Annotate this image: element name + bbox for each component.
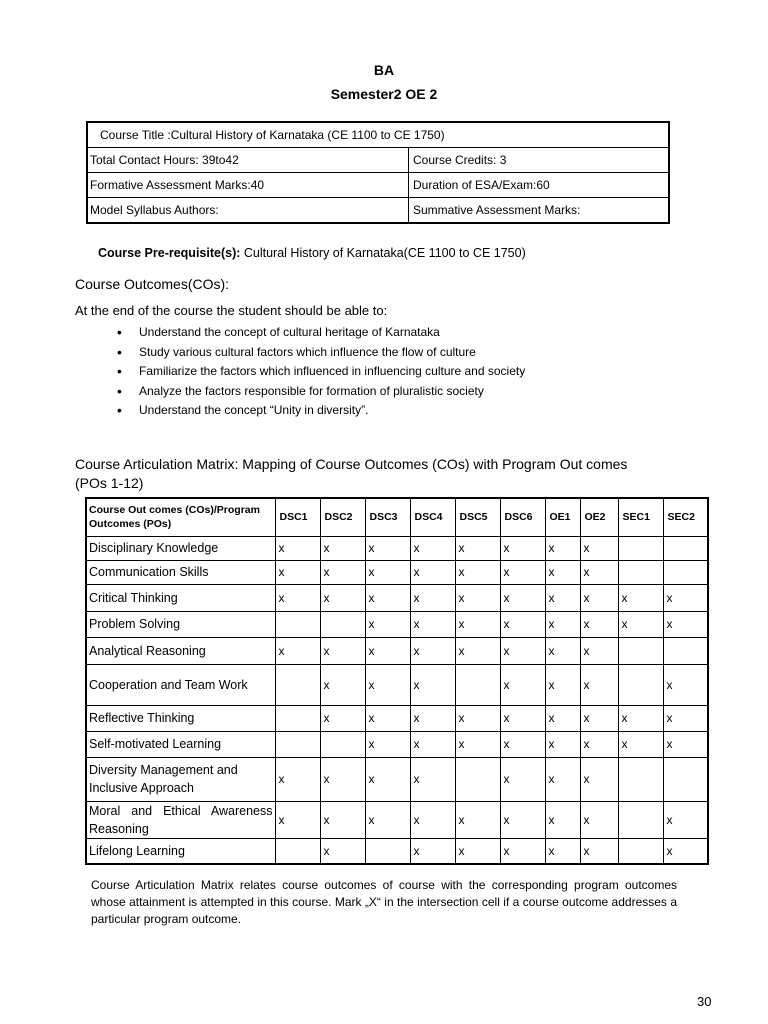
matrix-cell (320, 611, 365, 637)
matrix-cell: x (545, 611, 580, 637)
matrix-cell: x (663, 584, 708, 611)
list-item: • Familiarize the factors which influenced in influencing culture and society (75, 362, 525, 382)
column-header-dsc1: DSC1 (275, 498, 320, 536)
matrix-cell: x (365, 611, 410, 637)
matrix-cell: x (500, 536, 545, 560)
matrix-cell: x (455, 611, 500, 637)
matrix-cell: x (663, 705, 708, 731)
matrix-cell: x (580, 731, 618, 757)
matrix-cell: x (580, 536, 618, 560)
credits-cell: Course Credits: 3 (409, 148, 670, 173)
matrix-cell: x (455, 731, 500, 757)
matrix-cell: x (320, 584, 365, 611)
matrix-cell: x (365, 801, 410, 838)
outcomes-list (75, 323, 525, 421)
matrix-cell: x (410, 838, 455, 864)
summative-marks-cell: Summative Assessment Marks: (409, 198, 670, 224)
matrix-cell: x (455, 637, 500, 664)
matrix-cell: x (545, 838, 580, 864)
table-row (86, 801, 708, 838)
matrix-cell: x (410, 664, 455, 705)
matrix-heading-line2: (POs 1-12) (75, 475, 144, 491)
matrix-cell: x (618, 731, 663, 757)
matrix-cell (618, 536, 663, 560)
list-item: • Study various cultural factors which influence the flow of culture (75, 343, 525, 363)
matrix-cell: x (545, 664, 580, 705)
column-header-dsc5: DSC5 (455, 498, 500, 536)
matrix-cell: x (320, 637, 365, 664)
row-label: Moral and Ethical Awareness Reasoning (86, 801, 275, 838)
matrix-cell (455, 757, 500, 801)
table-row (86, 838, 708, 864)
matrix-cell: x (410, 560, 455, 584)
matrix-cell: x (545, 801, 580, 838)
matrix-cell (275, 838, 320, 864)
table-row (86, 611, 708, 637)
table-row (86, 560, 708, 584)
table-row (86, 584, 708, 611)
matrix-cell: x (365, 637, 410, 664)
matrix-cell: x (455, 536, 500, 560)
document-title: BA (373, 62, 395, 78)
prerequisite-label: Course Pre-requisite(s): (98, 246, 241, 260)
matrix-cell: x (580, 705, 618, 731)
row-label: Problem Solving (86, 611, 275, 637)
matrix-cell: x (365, 536, 410, 560)
matrix-cell: x (580, 584, 618, 611)
matrix-cell (618, 637, 663, 664)
matrix-cell: x (618, 611, 663, 637)
matrix-cell: x (663, 664, 708, 705)
matrix-cell: x (663, 611, 708, 637)
authors-cell: Model Syllabus Authors: (87, 198, 409, 224)
matrix-cell: x (365, 731, 410, 757)
matrix-cell (320, 731, 365, 757)
matrix-cell (365, 838, 410, 864)
column-header-dsc3: DSC3 (365, 498, 410, 536)
matrix-note: Course Articulation Matrix relates course outcomes of course with the corresponding program outcomes whose attainment is attempted in this course. Mark „X“ in the intersection cell if a course outcome addresses a particular program outcome. (91, 878, 677, 926)
matrix-cell (663, 560, 708, 584)
matrix-cell: x (410, 637, 455, 664)
matrix-cell: x (580, 637, 618, 664)
matrix-heading (75, 456, 627, 491)
matrix-cell: x (365, 584, 410, 611)
matrix-cell: x (545, 584, 580, 611)
matrix-cell: x (320, 664, 365, 705)
matrix-cell: x (365, 560, 410, 584)
matrix-cell: x (545, 536, 580, 560)
row-label: Self-motivated Learning (86, 731, 275, 757)
matrix-cell: x (275, 637, 320, 664)
matrix-cell (618, 560, 663, 584)
matrix-cell: x (500, 838, 545, 864)
matrix-cell: x (580, 838, 618, 864)
matrix-cell: x (320, 705, 365, 731)
matrix-cell: x (410, 536, 455, 560)
outcomes-intro: At the end of the course the student should be able to: (75, 303, 388, 318)
column-header-dsc4: DSC4 (410, 498, 455, 536)
column-header-oe1: OE1 (545, 498, 580, 536)
matrix-cell: x (410, 801, 455, 838)
matrix-cell: x (500, 757, 545, 801)
column-header-dsc6: DSC6 (500, 498, 545, 536)
matrix-cell (663, 757, 708, 801)
list-item: • Analyze the factors responsible for formation of pluralistic society (75, 382, 525, 402)
matrix-cell: x (365, 757, 410, 801)
matrix-cell: x (275, 584, 320, 611)
matrix-cell: x (500, 637, 545, 664)
column-header-oe2: OE2 (580, 498, 618, 536)
matrix-cell: x (500, 560, 545, 584)
matrix-cell: x (545, 757, 580, 801)
matrix-cell: x (455, 584, 500, 611)
table-row (86, 705, 708, 731)
course-info-table (86, 121, 670, 224)
matrix-cell: x (663, 731, 708, 757)
matrix-cell (275, 611, 320, 637)
matrix-cell: x (500, 705, 545, 731)
table-row (86, 664, 708, 705)
matrix-cell: x (545, 560, 580, 584)
matrix-cell: x (663, 801, 708, 838)
matrix-heading-line1: Course Articulation Matrix: Mapping of Course Outcomes (COs) with Program Out comes (75, 456, 628, 472)
list-item: • Understand the concept of cultural heritage of Karnataka (75, 323, 525, 343)
matrix-cell: x (320, 757, 365, 801)
matrix-cell: x (580, 611, 618, 637)
matrix-cell (275, 705, 320, 731)
matrix-cell: x (365, 664, 410, 705)
matrix-cell: x (500, 731, 545, 757)
row-label: Communication Skills (86, 560, 275, 584)
table-row (86, 536, 708, 560)
matrix-cell: x (365, 705, 410, 731)
matrix-cell: x (275, 757, 320, 801)
table-row (86, 731, 708, 757)
matrix-cell: x (455, 705, 500, 731)
course-title-cell: Course Title :Cultural History of Karnataka (CE 1100 to CE 1750) (87, 122, 669, 148)
matrix-cell: x (618, 705, 663, 731)
matrix-cell: x (410, 757, 455, 801)
matrix-cell (618, 664, 663, 705)
matrix-cell: x (455, 801, 500, 838)
matrix-cell: x (500, 664, 545, 705)
prerequisite-value: Cultural History of Karnataka(CE 1100 to CE 1750) (240, 246, 526, 260)
matrix-cell: x (545, 637, 580, 664)
matrix-cell: x (545, 705, 580, 731)
row-label: Diversity Management and Inclusive Approach (86, 757, 275, 801)
matrix-cell: x (410, 731, 455, 757)
matrix-cell: x (580, 757, 618, 801)
articulation-matrix (85, 497, 709, 865)
matrix-cell: x (275, 536, 320, 560)
matrix-cell: x (410, 611, 455, 637)
row-label: Critical Thinking (86, 584, 275, 611)
matrix-cell: x (580, 801, 618, 838)
table-row (86, 637, 708, 664)
row-label: Reflective Thinking (86, 705, 275, 731)
matrix-cell: x (663, 838, 708, 864)
matrix-cell (663, 637, 708, 664)
table-row (86, 757, 708, 801)
matrix-cell: x (410, 584, 455, 611)
matrix-cell: x (500, 801, 545, 838)
matrix-cell: x (275, 801, 320, 838)
matrix-cell: x (320, 801, 365, 838)
matrix-cell (275, 664, 320, 705)
column-header-dsc2: DSC2 (320, 498, 365, 536)
matrix-cell: x (500, 584, 545, 611)
matrix-cell: x (455, 560, 500, 584)
row-label: Analytical Reasoning (86, 637, 275, 664)
matrix-cell: x (455, 838, 500, 864)
matrix-cell: x (320, 536, 365, 560)
duration-cell: Duration of ESA/Exam:60 (409, 173, 670, 198)
row-label: Lifelong Learning (86, 838, 275, 864)
matrix-cell: x (500, 611, 545, 637)
outcomes-heading: Course Outcomes(COs): (75, 276, 230, 292)
column-header-sec2: SEC2 (663, 498, 708, 536)
matrix-cell: x (410, 705, 455, 731)
matrix-cell (663, 536, 708, 560)
column-header-sec1: SEC1 (618, 498, 663, 536)
matrix-cell (618, 801, 663, 838)
formative-marks-cell: Formative Assessment Marks:40 (87, 173, 409, 198)
matrix-cell: x (320, 560, 365, 584)
page-number: 30 (697, 994, 712, 1009)
matrix-cell: x (320, 838, 365, 864)
matrix-cell: x (618, 584, 663, 611)
contact-hours-cell: Total Contact Hours: 39to42 (87, 148, 409, 173)
matrix-cell (455, 664, 500, 705)
prerequisite (98, 246, 526, 260)
row-label: Disciplinary Knowledge (86, 536, 275, 560)
list-item: • Understand the concept “Unity in diversity”. (75, 401, 525, 421)
matrix-corner-header: Course Out comes (COs)/Program Outcomes (POs) (86, 498, 275, 536)
matrix-cell (618, 838, 663, 864)
matrix-cell (275, 731, 320, 757)
matrix-cell: x (580, 664, 618, 705)
matrix-cell: x (580, 560, 618, 584)
document-subtitle: Semester2 OE 2 (330, 86, 438, 102)
row-label: Cooperation and Team Work (86, 664, 275, 705)
matrix-cell: x (545, 731, 580, 757)
matrix-cell (618, 757, 663, 801)
matrix-cell: x (275, 560, 320, 584)
